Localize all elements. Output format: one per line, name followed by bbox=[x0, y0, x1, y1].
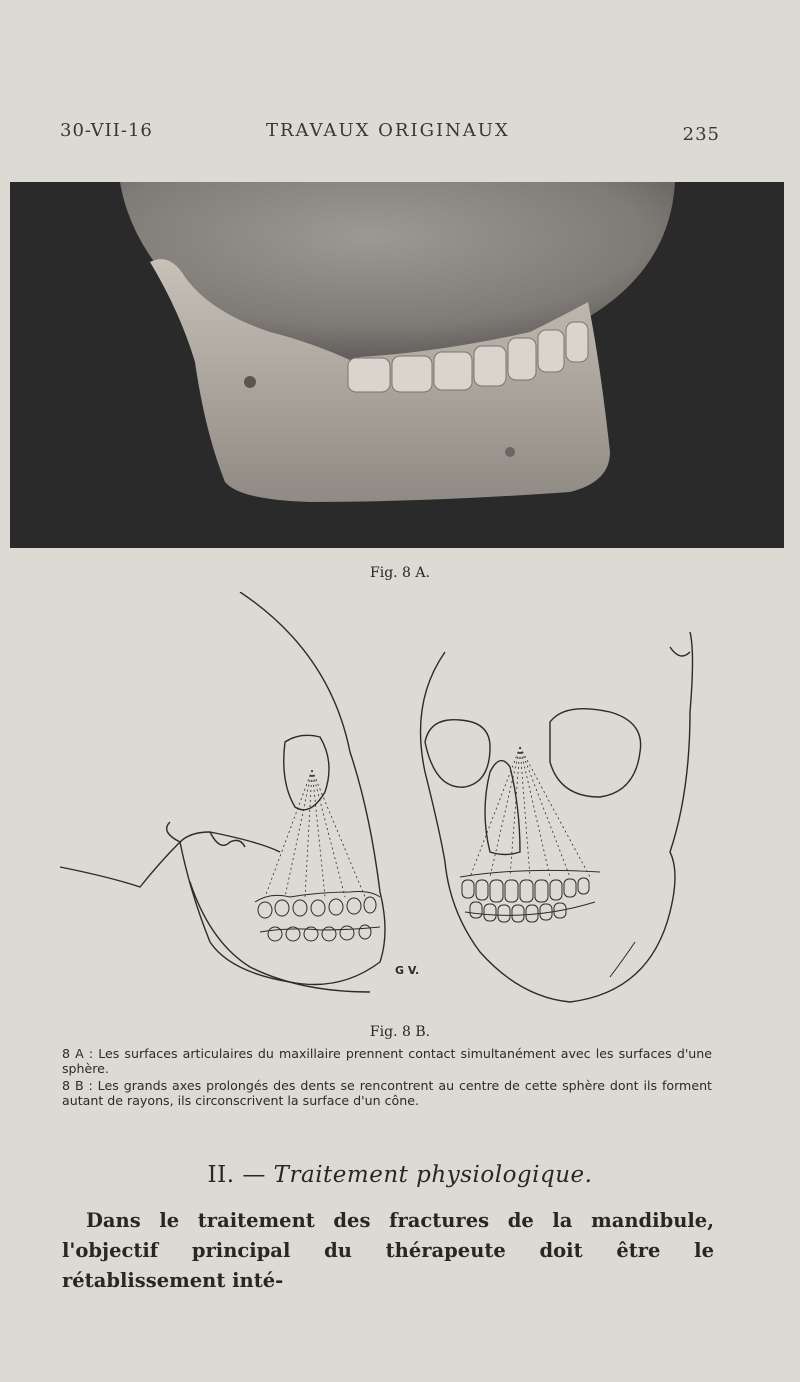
frontal-teeth bbox=[460, 870, 600, 922]
figure-legend bbox=[62, 1046, 712, 1108]
header-date: 30-VII-16 bbox=[60, 120, 153, 141]
body-paragraph bbox=[62, 1206, 714, 1296]
legend-item-8b: 8 B : Les grands axes prolongés des dents se rencontrent au centre de cette sphère dont ils forment autant de rayons, ils circonscrivent la surface d'un cône. bbox=[62, 1078, 712, 1108]
profile-skull-outline bbox=[167, 592, 385, 985]
orbit-right bbox=[550, 709, 641, 797]
section-number: II. — bbox=[207, 1162, 266, 1188]
frontal-skull-outline bbox=[421, 632, 693, 1002]
nasal-cavity bbox=[485, 761, 520, 855]
section-heading bbox=[0, 1162, 800, 1188]
section-title: Traitement physiologique. bbox=[273, 1162, 593, 1188]
drawing-signature: G V. bbox=[395, 964, 420, 977]
legend-item-8a: 8 A : Les surfaces articulaires du maxillaire prennent contact simultanément avec les surfaces d'une sphère. bbox=[62, 1046, 712, 1076]
running-header bbox=[60, 120, 720, 150]
profile-teeth bbox=[255, 892, 380, 941]
body-paragraph-text: Dans le traitement des fractures de la mandibule, l'objectif principal du thérapeute doit être le rétablissement inté- bbox=[62, 1209, 714, 1292]
figure-8a-caption: Fig. 8 A. bbox=[370, 565, 430, 581]
page-number: 235 bbox=[682, 124, 720, 145]
orbit-profile bbox=[284, 735, 329, 810]
orbit-left bbox=[425, 720, 490, 787]
figure-8b-drawing bbox=[50, 592, 740, 1022]
figure-8b-caption: Fig. 8 B. bbox=[369, 1024, 431, 1040]
running-title: TRAVAUX ORIGINAUX bbox=[266, 120, 510, 141]
figure-8a-photograph bbox=[10, 182, 784, 548]
